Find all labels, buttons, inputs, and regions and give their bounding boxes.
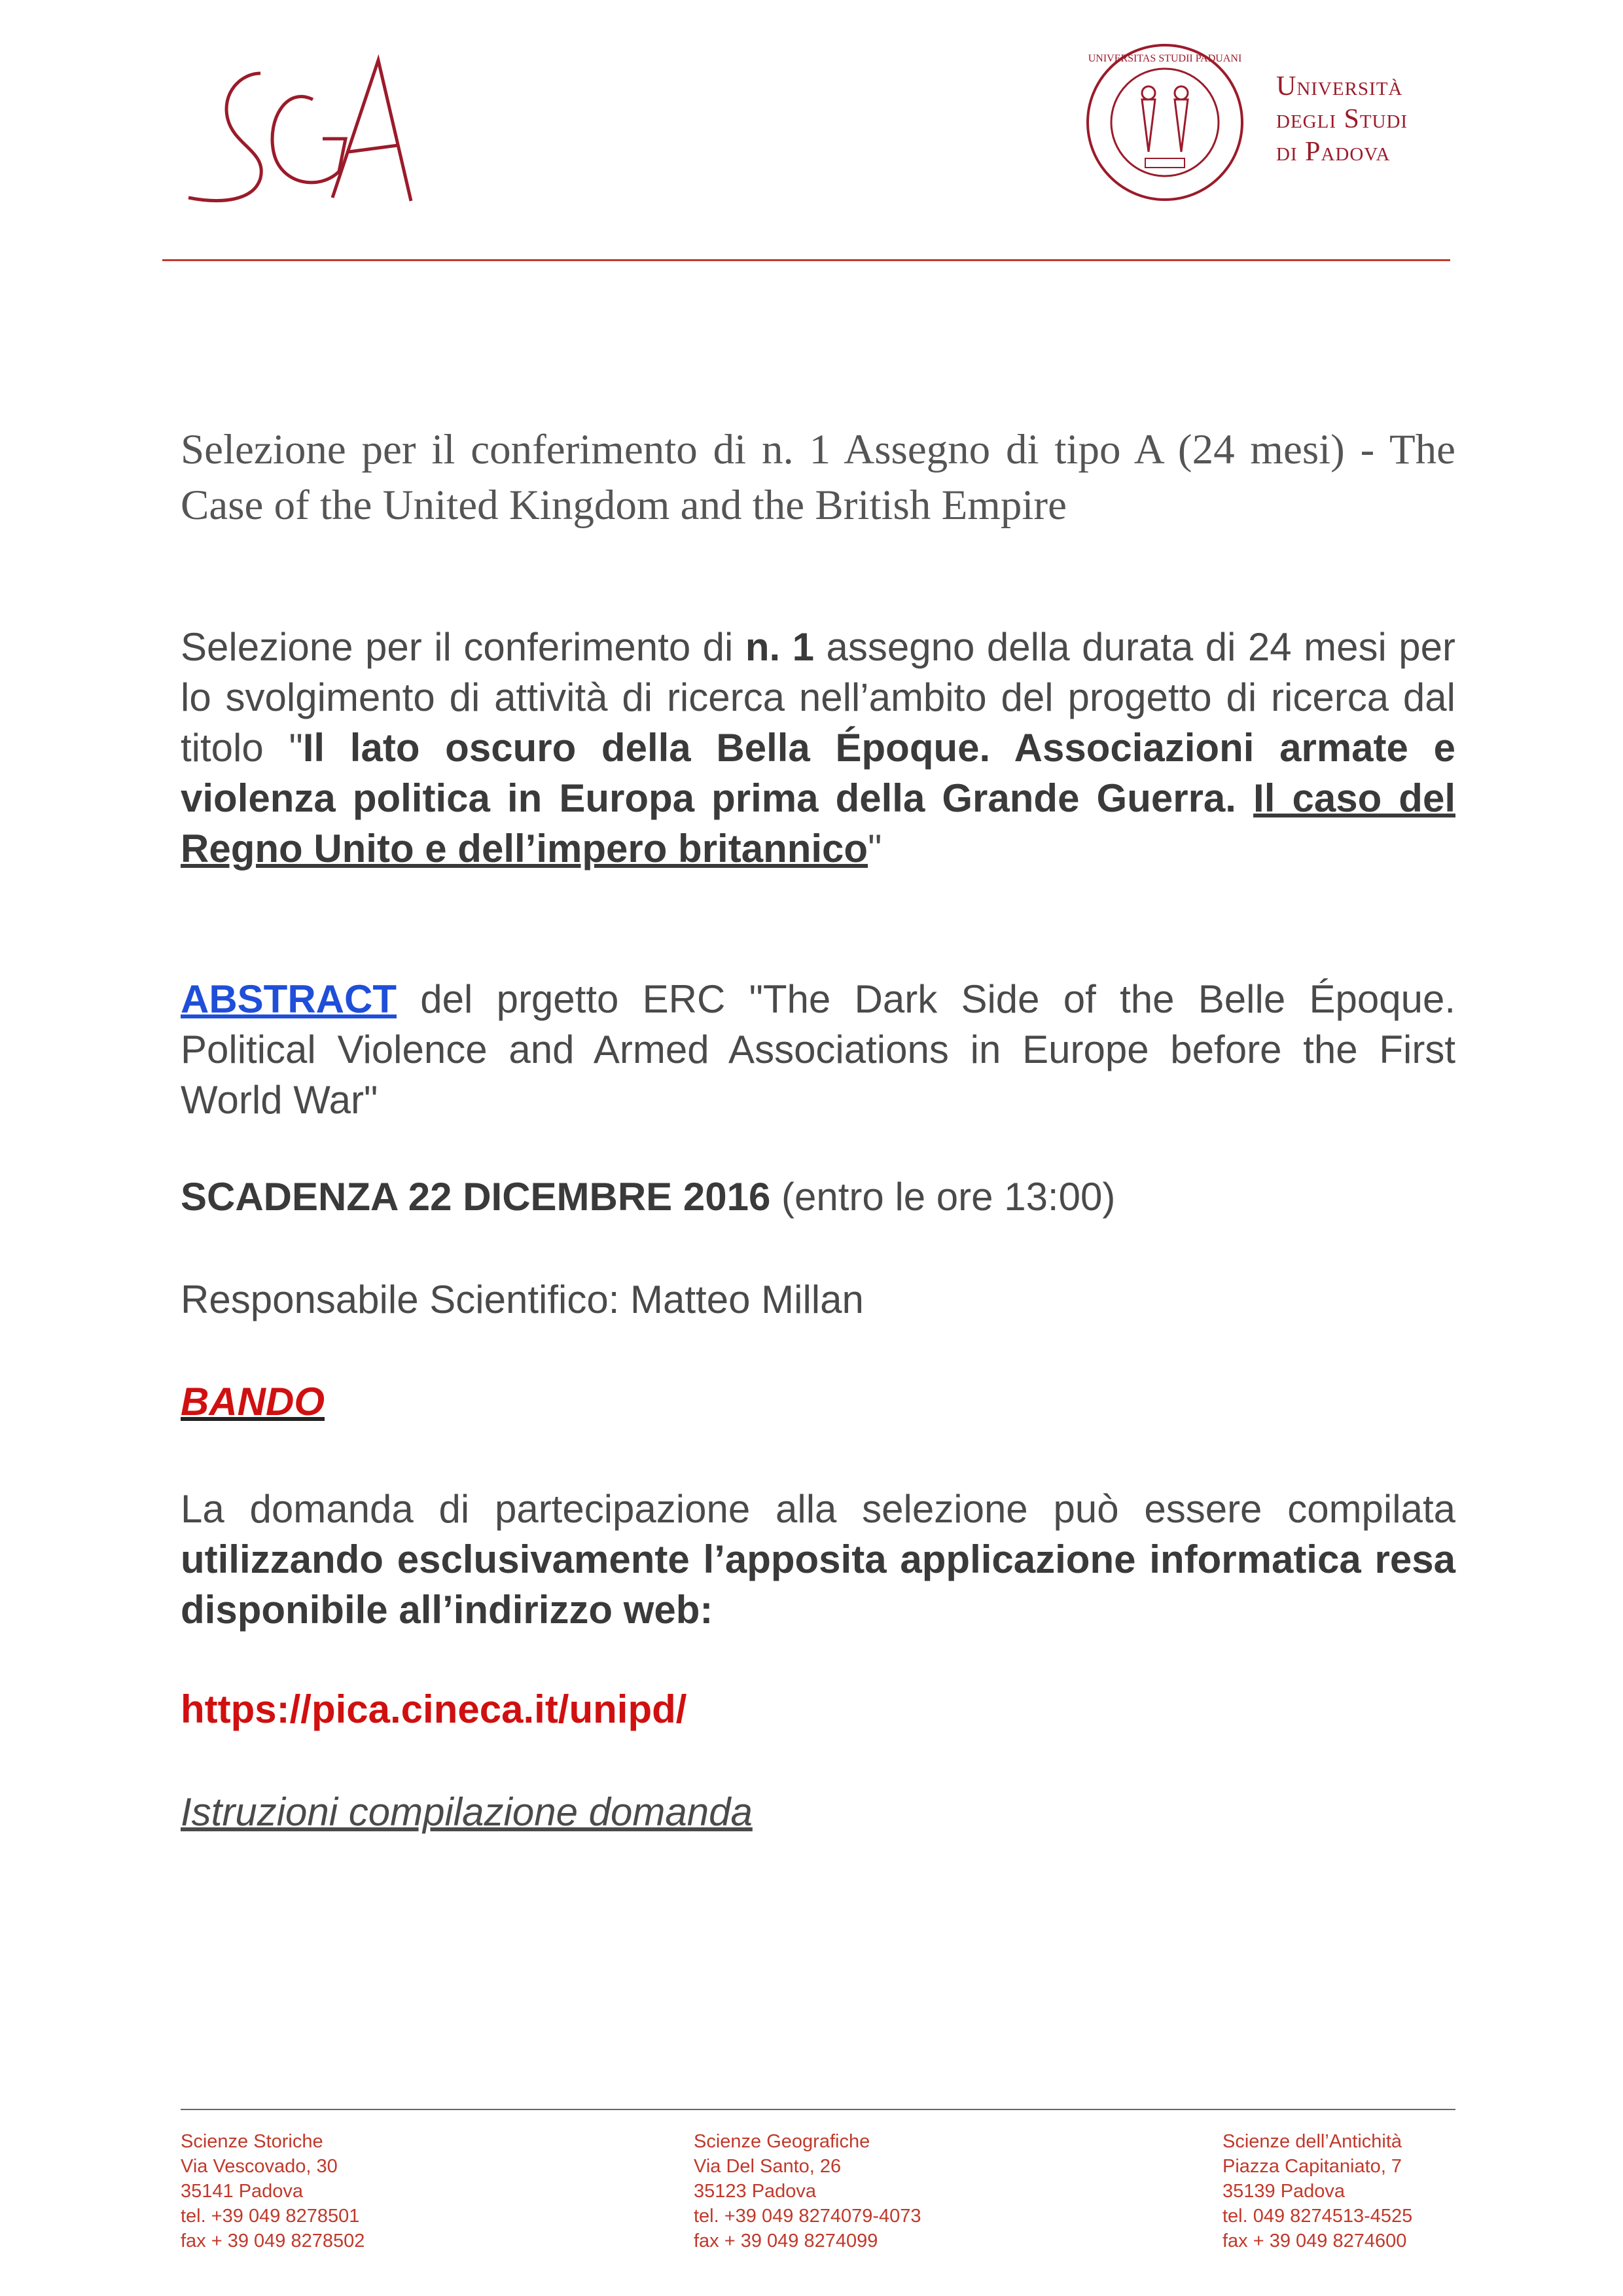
footer-fax: fax + 39 049 8278502 bbox=[181, 2231, 365, 2251]
unipd-line-1: Università bbox=[1276, 71, 1403, 101]
project-title: Il lato oscuro della Bella Époque. Associazioni armate e violenza politica in Europa prima della Grande Guerra. bbox=[181, 726, 1455, 820]
footer-divider bbox=[181, 2109, 1455, 2110]
unipd-seal-icon bbox=[1083, 41, 1247, 204]
application-text: La domanda di partecipazione alla selezione può essere compilata bbox=[181, 1487, 1455, 1531]
footer-tel: tel. 049 8274513-4525 bbox=[1222, 2206, 1413, 2227]
footer-tel: tel. +39 049 8278501 bbox=[181, 2206, 360, 2227]
unipd-logo bbox=[1083, 41, 1463, 204]
footer-city: 35141 Padova bbox=[181, 2181, 304, 2202]
footer-city: 35139 Padova bbox=[1222, 2181, 1346, 2202]
url-block bbox=[181, 1684, 1455, 1734]
footer-fax: fax + 39 049 8274099 bbox=[694, 2231, 878, 2251]
deadline-time: (entro le ore 13:00) bbox=[770, 1175, 1116, 1219]
seal-text: UNIVERSITAS STUDII PADUANI bbox=[1088, 53, 1242, 64]
footer-address: Piazza Capitaniato, 7 bbox=[1222, 2156, 1402, 2177]
footer-city: 35123 Padova bbox=[694, 2181, 817, 2202]
footer-address: Via Vescovado, 30 bbox=[181, 2156, 338, 2177]
header-divider bbox=[162, 259, 1450, 261]
footer-dept: Scienze Geografiche bbox=[694, 2131, 870, 2152]
desc-text-2: assegno della durata di 24 mesi per lo svolgimento di attività di ricerca nell’ambito del progetto di ricerca dal titolo " bbox=[181, 625, 1455, 770]
footer-geografiche bbox=[694, 2129, 921, 2253]
footer-fax: fax + 39 049 8274600 bbox=[1222, 2231, 1407, 2251]
desc-text-3: " bbox=[868, 827, 882, 870]
footer-antichita bbox=[1222, 2129, 1412, 2253]
instructions-link[interactable]: Istruzioni compilazione domanda bbox=[181, 1790, 753, 1834]
footer-dept: Scienze dell’Antichità bbox=[1222, 2131, 1402, 2152]
scientific-lead: Responsabile Scientifico: Matteo Millan bbox=[181, 1278, 864, 1321]
deadline-date: SCADENZA 22 DICEMBRE 2016 bbox=[181, 1175, 771, 1219]
application-info bbox=[181, 1484, 1455, 1635]
desc-count: n. 1 bbox=[745, 625, 815, 669]
footer-tel: tel. +39 049 8274079-4073 bbox=[694, 2206, 921, 2227]
bando-block bbox=[181, 1376, 1455, 1427]
unipd-line-2: degli Studi bbox=[1276, 104, 1408, 134]
unipd-wordmark bbox=[1276, 70, 1408, 168]
description-paragraph bbox=[181, 622, 1455, 874]
desc-text-1: Selezione per il conferimento di bbox=[181, 625, 745, 669]
footer-storiche bbox=[181, 2129, 365, 2253]
unipd-line-3: di Padova bbox=[1276, 137, 1391, 167]
abstract-link[interactable]: ABSTRACT bbox=[181, 977, 397, 1021]
instructions-block bbox=[181, 1787, 1455, 1837]
application-bold: utilizzando esclusivamente l’apposita applicazione informatica resa disponibile all’indirizzo web: bbox=[181, 1537, 1455, 1632]
footer-dept: Scienze Storiche bbox=[181, 2131, 323, 2152]
abstract-paragraph bbox=[181, 974, 1455, 1125]
sga-logo bbox=[182, 47, 431, 217]
footer-address: Via Del Santo, 26 bbox=[694, 2156, 842, 2177]
project-subtitle: Il caso del Regno Unito e dell’impero britannico bbox=[181, 776, 1455, 870]
page-title: Selezione per il conferimento di n. 1 Assegno di tipo A (24 mesi) - The Case of the United Kingdom and the British Empire bbox=[181, 426, 1455, 529]
pica-url-link[interactable]: https://pica.cineca.it/unipd/ bbox=[181, 1687, 687, 1731]
sga-logo-text: SGA bbox=[182, 47, 184, 48]
bando-link[interactable]: BANDO bbox=[181, 1380, 325, 1424]
abstract-text: del prgetto ERC "The Dark Side of the Belle Époque. Political Violence and Armed Associations in Europe before the First World War" bbox=[181, 977, 1455, 1122]
deadline bbox=[181, 1172, 1455, 1222]
